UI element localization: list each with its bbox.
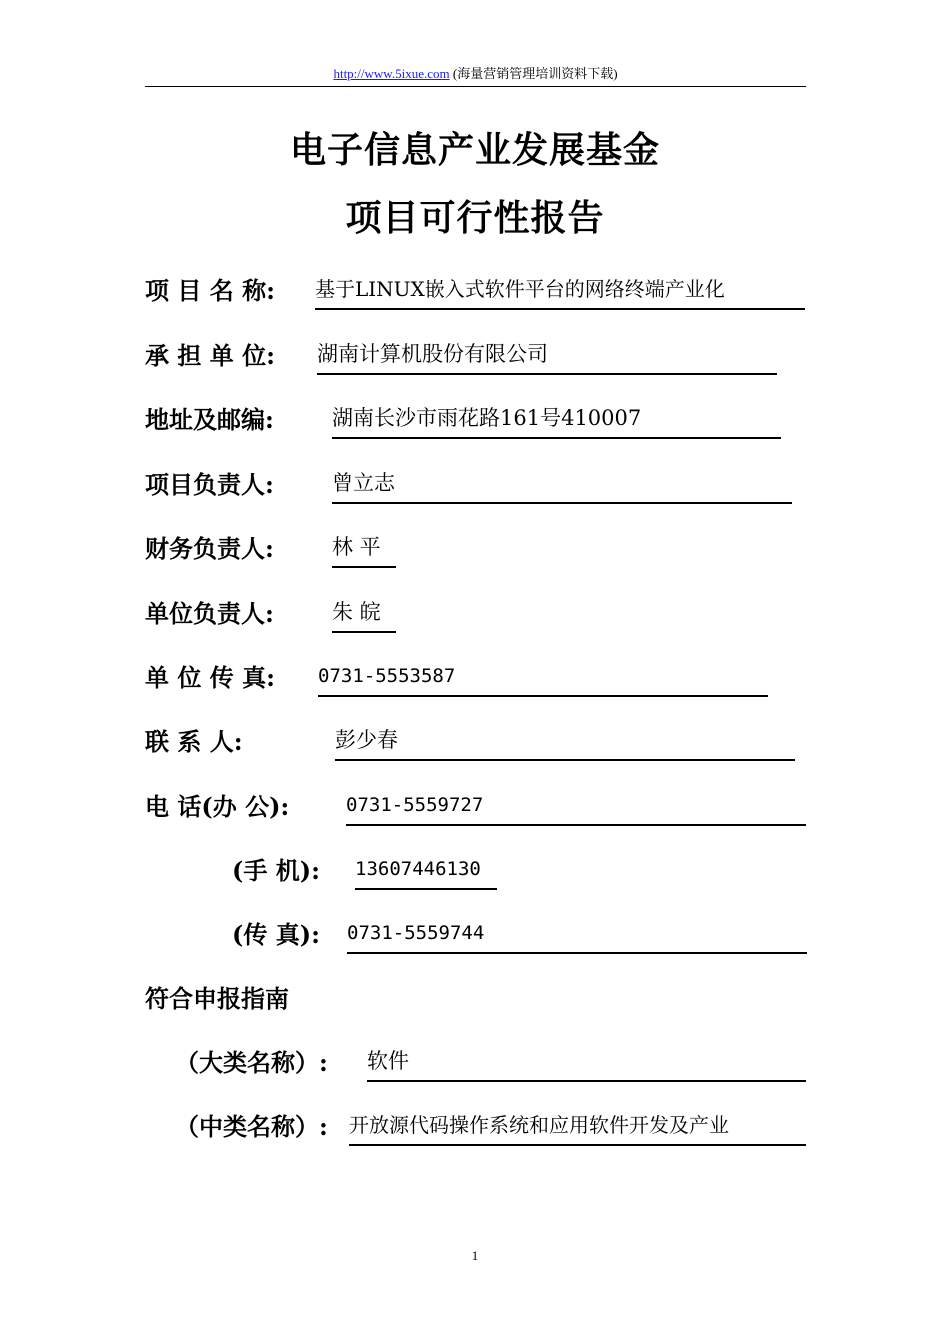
- unit-lead-label: 单位负责人:: [145, 599, 274, 628]
- category-major-label: （大类名称）:: [175, 1048, 328, 1077]
- address-label: 地址及邮编:: [145, 405, 274, 434]
- row-unit: [145, 339, 548, 373]
- finance-lead-label: 财务负责人:: [145, 534, 274, 563]
- row-address: [145, 403, 642, 437]
- unit-value: 湖南计算机股份有限公司: [317, 339, 777, 375]
- address-value: 湖南长沙市雨花路161号410007: [332, 403, 781, 439]
- phone-fax-value: 0731-5559744: [347, 918, 807, 954]
- unit-fax-label: 单 位 传 真:: [145, 663, 275, 692]
- row-unit-fax: [145, 661, 456, 695]
- project-lead-label: 项目负责人:: [145, 470, 274, 499]
- unit-fax-value: 0731-5553587: [318, 661, 768, 697]
- project-lead-value: 曾立志: [332, 468, 792, 504]
- row-contact: [145, 725, 398, 759]
- phone-office-label: 电 话(办 公):: [145, 792, 290, 821]
- row-phone-mobile: [232, 854, 481, 888]
- contact-label: 联 系 人:: [145, 727, 243, 756]
- phone-office-value: 0731-5559727: [346, 790, 806, 826]
- unit-lead-value: 朱 皖: [332, 597, 396, 633]
- row-phone-fax: [232, 918, 485, 952]
- row-finance-lead: [145, 532, 381, 566]
- page-number: 1: [471, 1248, 479, 1263]
- title-line-1: 电子信息产业发展基金: [289, 129, 660, 171]
- page-header: [145, 62, 806, 87]
- project-name-value: 基于LINUX嵌入式软件平台的网络终端产业化: [315, 274, 805, 310]
- project-name-label: 项 目 名 称:: [145, 276, 275, 305]
- row-unit-lead: [145, 597, 381, 631]
- title-line-2: 项目可行性报告: [345, 197, 605, 239]
- row-phone-office: [145, 790, 484, 824]
- row-project-name: [145, 274, 725, 308]
- row-category-mid: [175, 1110, 729, 1144]
- header-note: (海量营销管理培训资料下载): [452, 66, 618, 81]
- category-mid-value: 开放源代码操作系统和应用软件开发及产业: [349, 1110, 806, 1146]
- guide-label: 符合申报指南: [145, 984, 289, 1013]
- contact-value: 彭少春: [335, 725, 795, 761]
- row-project-lead: [145, 468, 395, 502]
- header-url-link[interactable]: http://www.5ixue.com: [333, 66, 450, 81]
- phone-mobile-label: (手 机):: [232, 856, 320, 885]
- phone-fax-label: (传 真):: [232, 920, 320, 949]
- row-category-major: [175, 1046, 409, 1080]
- finance-lead-value: 林 平: [332, 532, 396, 568]
- row-guide: [145, 982, 289, 1016]
- category-mid-label: （中类名称）:: [175, 1112, 328, 1141]
- category-major-value: 软件: [367, 1046, 806, 1082]
- unit-label: 承 担 单 位:: [145, 341, 275, 370]
- phone-mobile-value: 13607446130: [355, 854, 497, 890]
